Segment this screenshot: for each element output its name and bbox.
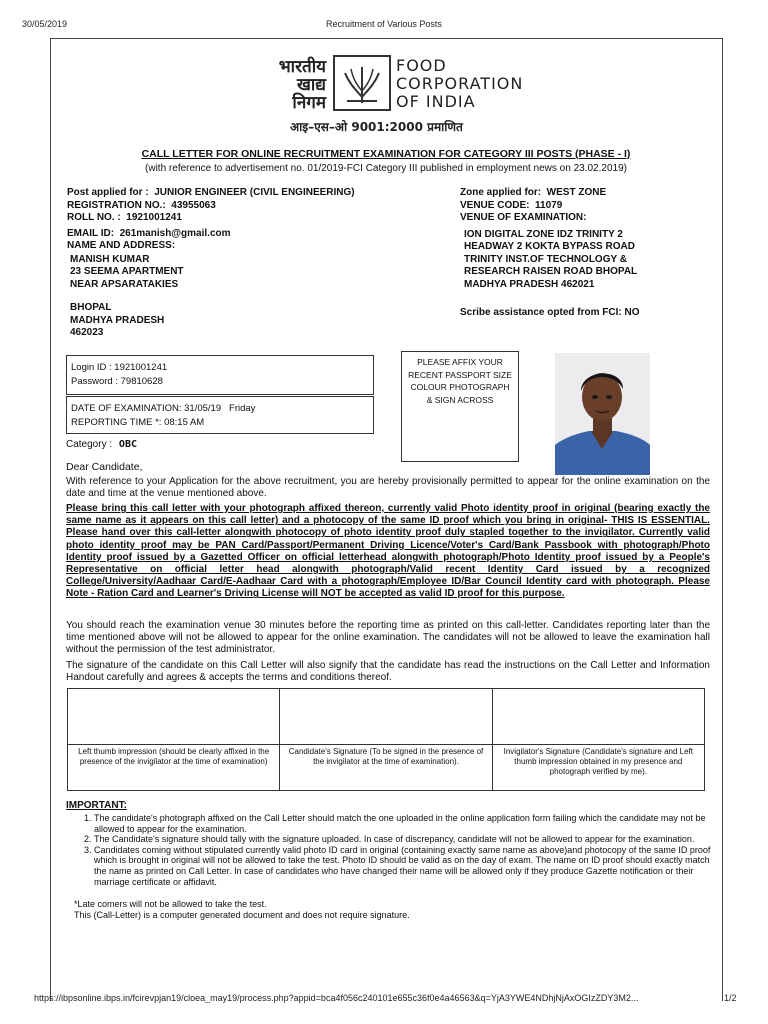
candidate-photo bbox=[555, 353, 650, 475]
print-date: 30/05/2019 bbox=[22, 19, 68, 29]
email-value: 261manish@gmail.com bbox=[119, 227, 231, 239]
print-page-number: 1/2 bbox=[724, 993, 737, 1003]
scribe-status: Scribe assistance opted from FCI: NO bbox=[460, 307, 640, 318]
thumb-impression-label: Left thumb impression (should be clearly affixed in the presence of the invigilator at the time of examination) bbox=[68, 745, 280, 791]
salutation: Dear Candidate, bbox=[66, 461, 143, 473]
category-value: OBC bbox=[118, 439, 137, 450]
print-url: https://ibpsonline.ibps.in/fcirevpjan19/cloea_may19/process.php?appid=bca4f056c240101e655c36f0e4a46563&q=YjA3YWE4NDhjNjAxOGIzZDY3M2... bbox=[34, 993, 639, 1003]
fci-emblem-icon bbox=[333, 55, 391, 111]
reg-label: REGISTRATION NO.: bbox=[67, 199, 166, 211]
invigilator-signature-area[interactable] bbox=[492, 689, 704, 745]
important-item: 2. The Candidate's signature should tally with the signature uploaded. In case of discrepancy, candidate will not be allowed to appear for the examination. bbox=[94, 834, 724, 845]
id-proof-paragraph: Please bring this call letter with your photograph affixed thereon, currently valid Photo identity proof in original (bearing exactly the same name as it appears on this call letter) and a photocopy of the same ID proof which you bring in original- THIS IS ESSENTIAL. Please hand over this call-letter alongwith photocopy of photo identity proof duly stapled together to the invigilator. Currently valid photo identity proof may be PAN Card/Passport/Permanent Driving Licence/Voter's Card/Bank Passbook with photograph/Photo Identity proof issued by a Gazetted Officer on official letterhead alongwith photograph/Photo Identity proof issued by a People's Representative on official letter head alongwith photograph/Valid recent Identity Card issued by a recognized College/University/Aadhaar Card/E-Aadhaar Card with a photograph/Employee ID/Bar Council Identity card with photograph. Please Note - Ration Card and Learner's Driving License will NOT be accepted as valid ID proof for this purpose. bbox=[66, 503, 710, 600]
login-box bbox=[66, 355, 374, 395]
important-list bbox=[76, 813, 724, 887]
venue-details bbox=[460, 187, 710, 320]
reporting-time: REPORTING TIME *: 08:15 AM bbox=[71, 417, 205, 428]
fci-hindi-logo: भारतीय खाद्य निगम bbox=[278, 57, 326, 113]
iso-line: आइ–एस–ओ 9001:2000 प्रमाणित bbox=[290, 120, 463, 134]
page-subtitle: (with reference to advertisement no. 01/2019-FCI Category III published in employment news on 23.02.2019) bbox=[145, 163, 627, 174]
late-comers-note: *Late comers will not be allowed to take the test. bbox=[74, 899, 267, 909]
thumb-impression-area[interactable] bbox=[68, 689, 280, 745]
photo-affix-text: PLEASE AFFIX YOUR RECENT PASSPORT SIZE COLOUR PHOTOGRAPH & SIGN ACROSS bbox=[408, 357, 512, 405]
address-block: MANISH KUMAR 23 SEEMA APARTMENT NEAR APSARATAKIES BHOPAL MADHYA PRADESH 462023 bbox=[70, 253, 184, 338]
venue-code-label: VENUE CODE: bbox=[460, 199, 530, 211]
candidate-signature-area[interactable] bbox=[280, 689, 492, 745]
password: Password : 79810628 bbox=[71, 376, 163, 387]
signature-paragraph: The signature of the candidate on this Call Letter will also signify that the candidate has read the instructions on the Call Letter and Information Handout carefully and agrees & accepts the terms and conditions thereof. bbox=[66, 660, 710, 684]
venue-label: VENUE OF EXAMINATION: bbox=[460, 212, 587, 223]
email-label: EMAIL ID: bbox=[67, 227, 115, 239]
zone-label: Zone applied for: bbox=[460, 187, 542, 198]
name-address-label: NAME AND ADDRESS: bbox=[67, 240, 176, 251]
intro-paragraph: With reference to your Application for the above recruitment, you are hereby provisionally permitted to appear for the online examination on the date and time at the venue mentioned above. bbox=[66, 476, 710, 500]
candidate-signature-label: Candidate's Signature (To be signed in the presence of the invigilator at the time of examination). bbox=[280, 745, 492, 791]
zone-value: WEST ZONE bbox=[546, 187, 607, 198]
print-page-title: Recruitment of Various Posts bbox=[326, 19, 442, 29]
important-item: 3. Candidates coming without stipulated currently valid photo ID card in original (containing exactly same name as above)and photocopy of the same ID proof which is brought in original will not be allowed to take the test. Photo ID should be valid as on the day of exam. The name on ID proof should exactly match the name as printed on Call Letter. In case of candidates who have changed their name will be allowed only if they produce Gazette notification or their marriage certificate or affidavit. bbox=[94, 845, 724, 887]
category-row bbox=[66, 439, 137, 452]
invigilator-signature-label: Invigilator's Signature (Candidate's signature and Left thumb impression obtained in my presence and photograph verified by me). bbox=[492, 745, 704, 791]
login-id: Login ID : 1921001241 bbox=[71, 362, 168, 373]
roll-label: ROLL NO. : bbox=[67, 212, 121, 223]
exam-schedule-box bbox=[66, 396, 374, 434]
venue-address: ION DIGITAL ZONE IDZ TRINITY 2 HEADWAY 2 KOKTA BYPASS ROAD TRINITY INST.OF TECHNOLOGY & RESEARCH RAISEN ROAD BHOPAL MADHYA PRADESH 462021 bbox=[464, 228, 638, 290]
important-heading: IMPORTANT: bbox=[66, 800, 127, 811]
venue-code-value: 11079 bbox=[535, 199, 563, 211]
post-label: Post applied for : bbox=[67, 187, 149, 198]
category-label: Category : bbox=[66, 439, 113, 450]
photo-affix-box bbox=[401, 351, 519, 462]
fci-english-logo: FOOD CORPORATION OF INDIA bbox=[396, 56, 524, 111]
roll-value: 1921001241 bbox=[126, 212, 182, 223]
signature-table bbox=[67, 688, 705, 791]
important-item: 1. The candidate's photograph affixed on the Call Letter should match the one uploaded in the online application form failing which the candidate may not be allowed to appear for the examination. bbox=[94, 813, 724, 834]
post-value: JUNIOR ENGINEER (CIVIL ENGINEERING) bbox=[154, 187, 355, 198]
candidate-details bbox=[67, 187, 447, 340]
page-title: CALL LETTER FOR ONLINE RECRUITMENT EXAMINATION FOR CATEGORY III POSTS (PHASE - I) bbox=[141, 148, 631, 160]
computer-generated-note: This (Call-Letter) is a computer generated document and does not require signature. bbox=[74, 910, 410, 920]
reporting-paragraph: You should reach the examination venue 30 minutes before the reporting time as printed on this call-letter. Candidates reporting later than the time mentioned above will not be allowed to appear for the online examination. The candidates will not be allowed to leave the examination hall without the permission of the test administrator. bbox=[66, 620, 710, 656]
exam-date: DATE OF EXAMINATION: 31/05/19 Friday bbox=[71, 403, 256, 414]
reg-value: 43955063 bbox=[171, 199, 216, 211]
